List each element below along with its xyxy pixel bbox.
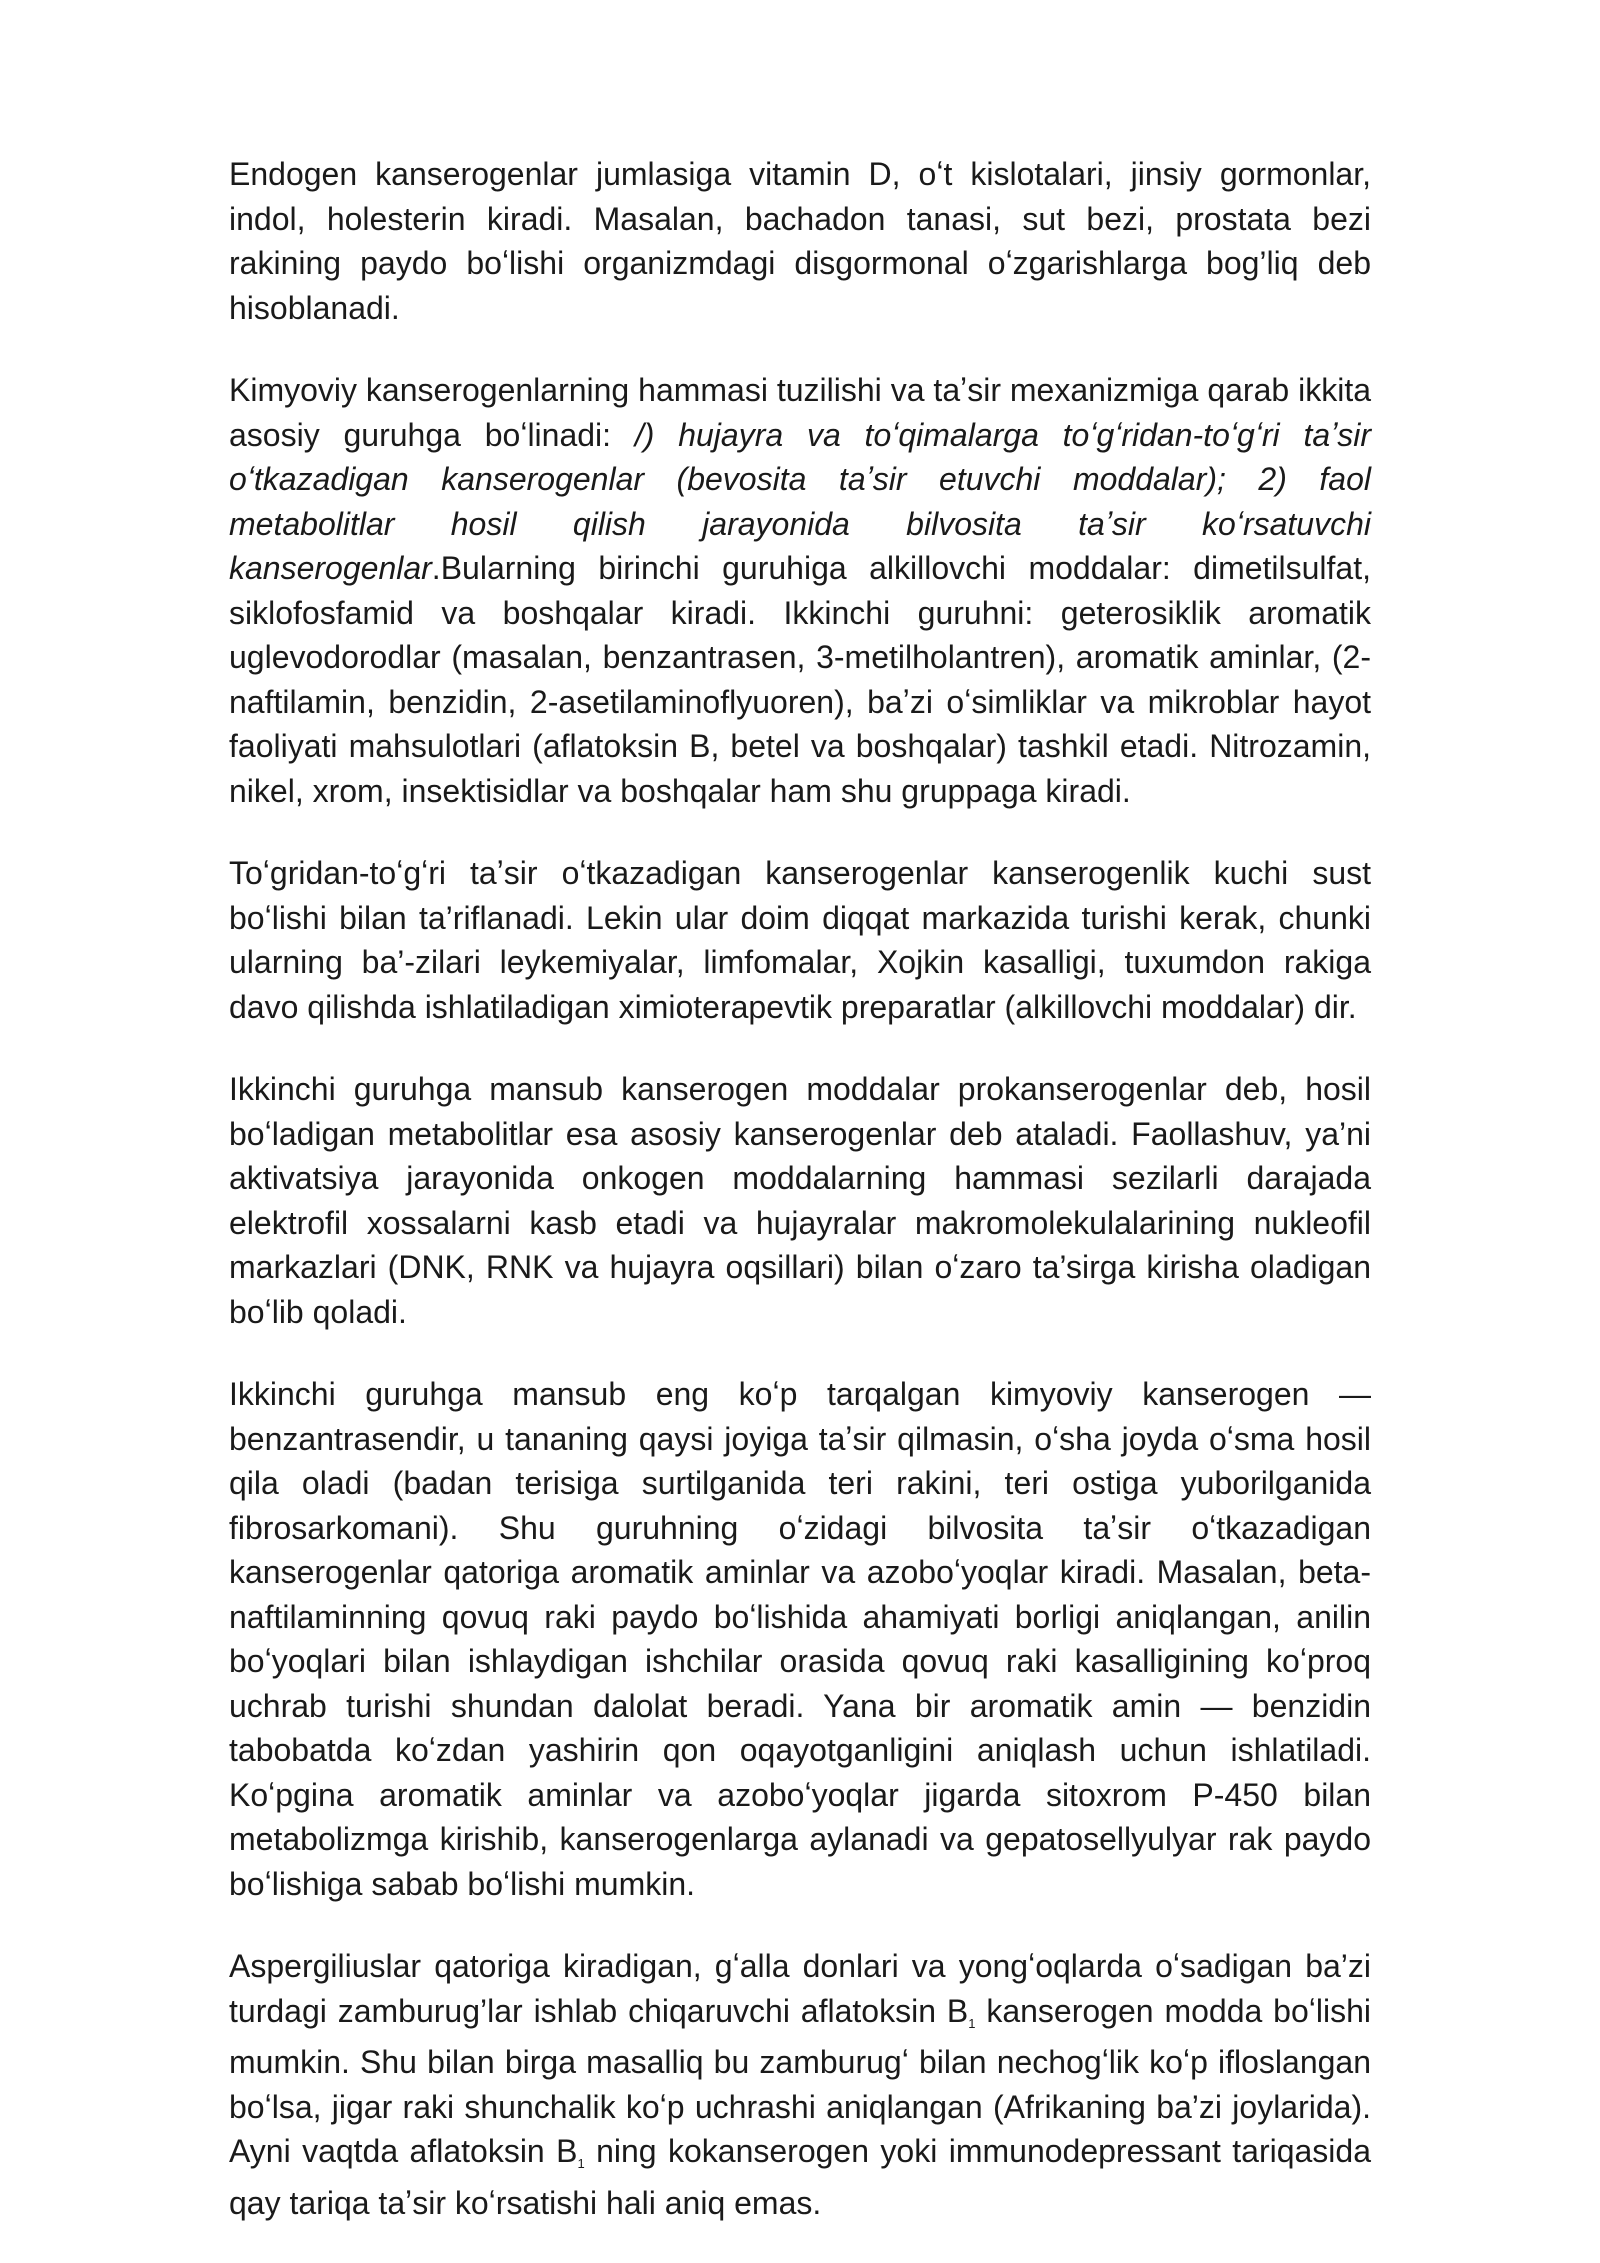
paragraph-text: .Bularning birinchi guruhiga alkillovchi moddalar: dimetilsulfat, siklofosfamid va boshqalar kiradi. Ikkinchi guruhni: geterosiklik aromatik uglevodorodlar (masalan, benzantrasen, 3-metilholantren), aromatik aminlar, (2-naftilamin, benzidin, 2-asetilaminoflyuoren), baʼzi oʻsimliklar va mikroblar hayot faoliyati mahsulotlari (aflatoksin B, betel va boshqalar) tashkil etadi. Nitrozamin, nikel, xrom, insektisidlar va boshqalar ham shu gruppaga kiradi. xyxy=(229,550,1371,809)
paragraph-direct-acting-carcinogens xyxy=(229,851,1371,1029)
paragraph-text: Toʻgridan-toʻgʻri taʼsir oʻtkazadigan kanserogenlar kanserogenlik kuchi sust boʻlishi bilan ta’riflanadi. Lekin ular doim diqqat markazida turishi kerak, chunki ularning ba’-zilari leykemiyalar, limfomalar, Xojkin kasalligi, tuxumdon rakiga davo qilishda ishlatiladigan ximioterapevtik preparatlar (alkillovchi moddalar) dir. xyxy=(229,855,1371,1025)
paragraph-endogen-carcinogens xyxy=(229,152,1371,330)
paragraph-text: Endogen kanserogenlar jumlasiga vitamin D, oʻt kislotalari, jinsiy gormonlar, indol, holesterin kiradi. Masalan, bachadon tanasi, sut bezi, prostata bezi rakining paydo boʻlishi organizmdagi disgormonal oʻzgarishlarga bog’liq deb hisoblanadi. xyxy=(229,156,1371,326)
paragraph-text: Ikkinchi guruhga mansub eng koʻp tarqalgan kimyoviy kanserogen — benzantrasendir, u tananing qaysi joyiga taʼsir qilmasin, oʻsha joyda oʻsma hosil qila oladi (badan terisiga surtilganida teri rakini, teri ostiga yuborilganida fibrosarkomani). Shu guruhning oʻzidagi bilvosita taʼsir oʻtkazadigan kanserogenlar qatoriga aromatik aminlar va azoboʻyoqlar kiradi. Masalan, beta-naftilaminning qovuq raki paydo boʻlishida ahamiyati borligi aniqlangan, anilin boʻyoqlari bilan ishlaydigan ishchilar orasida qovuq raki kasalligining koʻproq uchrab turishi shundan dalolat beradi. Yana bir aromatik amin — benzidin tabobatda koʻzdan yashirin qon oqayotganligini aniqlash uchun ishlatiladi. Koʻpgina aromatik aminlar va azoboʻyoqlar jigarda sitoxrom P-450 bilan metabolizmga kirishib, kanserogenlarga aylanadi va gepatosellyulyar rak paydo boʻlishiga sabab boʻlishi mumkin. xyxy=(229,1376,1371,1902)
subscript-text: 1 xyxy=(577,2156,585,2171)
paragraph-text: ning kokanserogen yoki immunodepressant tariqasida qay tariqa taʼsir koʻrsatishi hali aniq emas. xyxy=(229,2133,1372,2221)
subscript-text: 1 xyxy=(968,2015,976,2031)
paragraph-benzanthracene xyxy=(229,1372,1371,1906)
paragraph-text: Aspergiliuslar qatoriga kiradigan, gʻalla donlari va yongʻoqlarda oʻsadigan ba’zi turdagi zamburug’lar ishlab chiqaruvchi aflatoksin B xyxy=(229,1948,1371,2029)
paragraph-chemical-carcinogen-groups xyxy=(229,368,1371,813)
paragraph-text: Kimyoviy kanserogenlarning hammasi tuzilishi va taʼsir mexanizmiga qarab ikkita asosiy guruhga boʻlinadi: xyxy=(229,372,1371,453)
document-page xyxy=(229,152,1371,2263)
paragraph-text: Ikkinchi guruhga mansub kanserogen moddalar prokanserogenlar deb, hosil boʻladigan metabolitlar esa asosiy kanserogenlar deb ataladi. Faollashuv, ya’ni aktivatsiya jarayonida onkogen moddalarning hammasi sezilarli darajada elektrofil xossalarni kasb etadi va hujayralar makromolekulalarining nukleofil markazlari (DNK, RNK va hujayra oqsillari) bilan oʻzaro ta’sirga kirisha oladigan boʻlib qoladi. xyxy=(229,1071,1371,1330)
paragraph-text: kanserogen modda boʻlishi mumkin. Shu bilan birga masalliq bu zamburugʻ bilan nechogʻlik koʻp ifloslangan boʻlsa, jigar raki shunchalik koʻp uchrashi aniqlangan (Afrikaning ba’zi joylarida). Ayni vaqtda aflatoksin B xyxy=(229,1992,1372,2169)
paragraph-procarcinogens xyxy=(229,1067,1371,1334)
paragraph-italic-text: /) hujayra va toʻqimalarga toʻgʻridan-toʻgʻri taʼsir oʻtkazadigan kanserogenlar (bevosita taʼsir etuvchi moddalar); 2) faol metabolitlar hosil qilish jarayonida bilvosita taʼsir koʻrsatuvchi kanserogenlar xyxy=(229,416,1372,586)
paragraph-aflatoxin xyxy=(229,1944,1371,2225)
